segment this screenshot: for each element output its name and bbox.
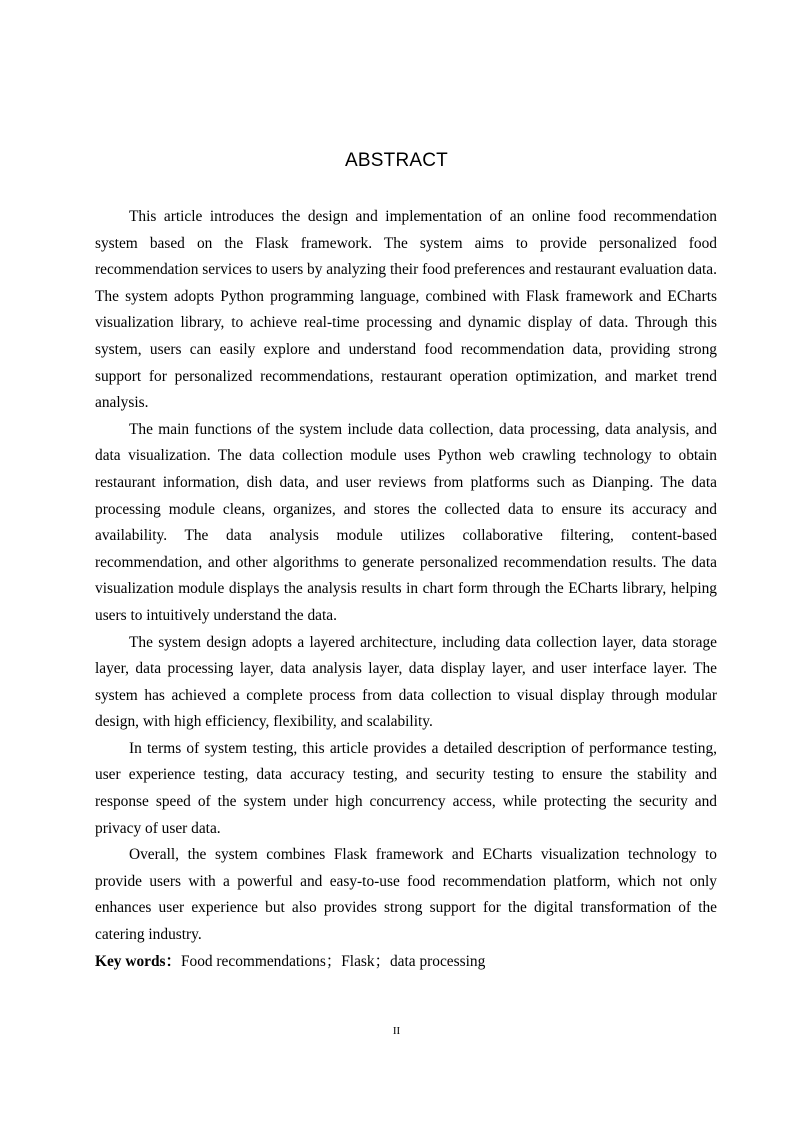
abstract-title: ABSTRACT — [345, 150, 448, 171]
abstract-paragraph-3: The system design adopts a layered architecture, including data collection layer, data storage layer, data processing layer, data analysis layer, data display layer, and user interface layer. The system has achieved a complete process from data collection to visual display through modular design, with high efficiency, flexibility, and scalability. — [95, 633, 717, 731]
page-number: II — [392, 1025, 401, 1037]
abstract-paragraph-1: This article introduces the design and implementation of an online food recommendation system based on the Flask framework. The system aims to provide personalized food recommendation services to users by analyzing their food preferences and restaurant evaluation data. The system adopts Python programming language, combined with Flask framework and ECharts visualization library, to achieve real-time processing and dynamic display of data. Through this system, users can easily explore and understand food recommendation data, providing strong support for personalized recommendations, restaurant operation optimization, and market trend analysis. — [95, 208, 717, 412]
keywords-value: Food recommendations；Flask；data processing — [180, 952, 486, 970]
abstract-paragraph-5: Overall, the system combines Flask framework and ECharts visualization technology to provide users with a powerful and easy-to-use food recommendation platform, which not only enhances user experience but also provides strong support for the digital transformation of the catering industry. — [95, 846, 717, 944]
keywords-line — [95, 949, 717, 976]
abstract-paragraph-4: In terms of system testing, this article provides a detailed description of performance testing, user experience testing, data accuracy testing, and security testing to ensure the stability and response speed of the system under high concurrency access, while protecting the security and privacy of user data. — [95, 739, 717, 837]
abstract-body — [95, 204, 717, 975]
abstract-paragraph-2: The main functions of the system include data collection, data processing, data analysis, and data visualization. The data collection module uses Python web crawling technology to obtain restaurant information, dish data, and user reviews from platforms such as Dianping. The data processing module cleans, organizes, and stores the collected data to ensure its accuracy and availability. The data analysis module utilizes collaborative filtering, content-based recommendation, and other algorithms to generate personalized recommendation results. The data visualization module displays the analysis results in chart form through the ECharts library, helping users to intuitively understand the data. — [95, 420, 717, 624]
keywords-label: Key words： — [95, 952, 181, 970]
